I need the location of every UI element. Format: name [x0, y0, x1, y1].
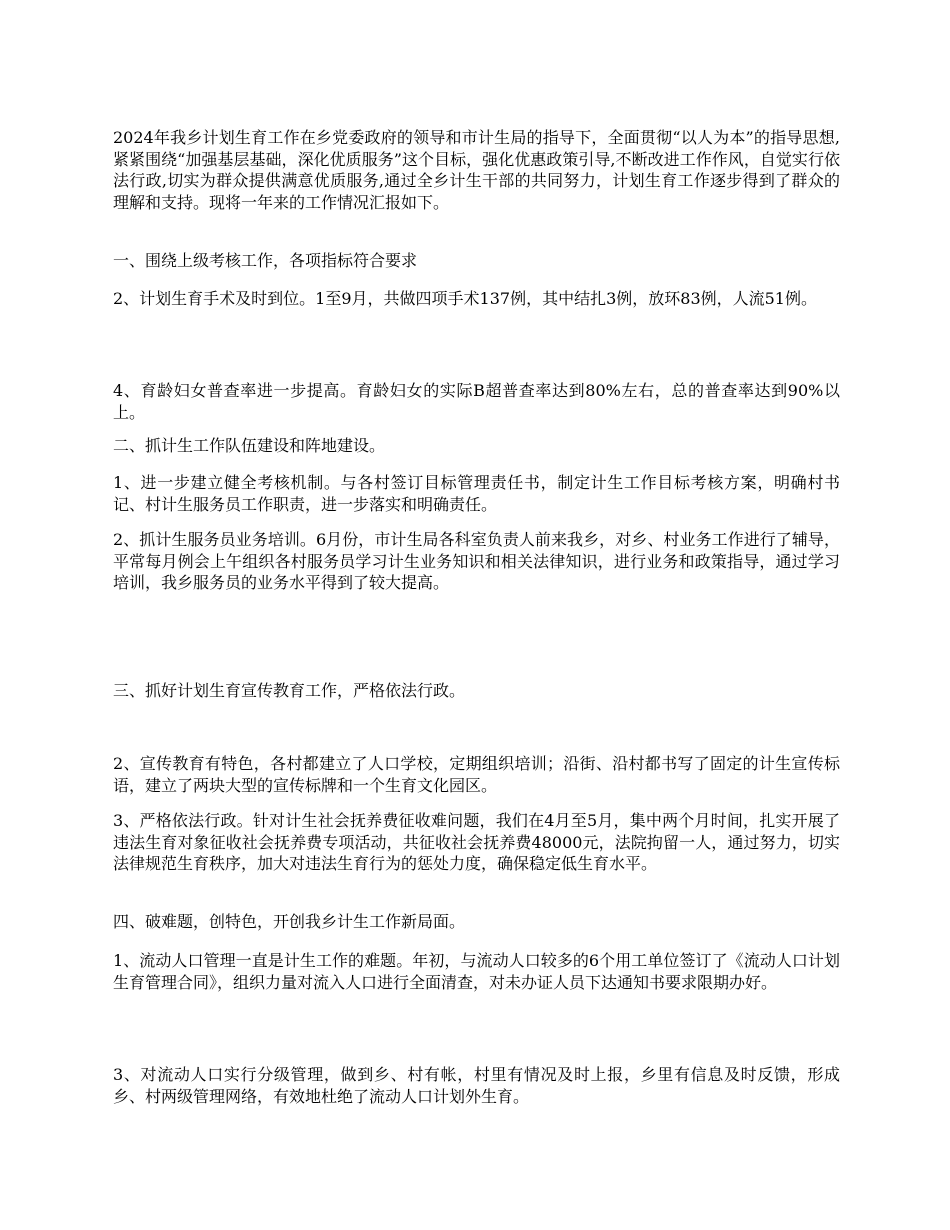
- section-heading-2: 二、抓计生工作队伍建设和阵地建设。: [113, 436, 386, 455]
- intro-paragraph: 2024年我乡计划生育工作在乡党委政府的领导和市计生局的指导下，全面贯彻“以人为本”的指导思想,紧紧围绕“加强基层基础，深化优质服务”这个目标，强化优惠政策引导,不断改进工作作风，自觉实行依法行政,切实为群众提供满意优质服务,通过全乡计生干部的共同努力，计划生育工作逐步得到了群众的理解和支持。现将一年来的工作情况汇报如下。: [113, 128, 840, 212]
- paragraph-floating-population: 1、流动人口管理一直是计生工作的难题。年初，与流动人口较多的6个用工单位签订了《流动人口计划生育管理合同》，组织力量对流入人口进行全面清查，对未办证人员下达通知书要求限期办好。: [113, 951, 840, 992]
- paragraph-tiered-management: 3、对流动人口实行分级管理，做到乡、村有帐，村里有情况及时上报，乡里有信息及时反馈，形成乡、村两级管理网络，有效地杜绝了流动人口计划外生育。: [113, 1065, 840, 1106]
- section-heading-4: 四、破难题，创特色，开创我乡计生工作新局面。: [113, 912, 466, 931]
- paragraph-publicity: 2、宣传教育有特色，各村都建立了人口学校，定期组织培训；沿街、沿村都书写了固定的计生宣传标语，建立了两块大型的宣传标牌和一个生育文化园区。: [113, 754, 840, 795]
- paragraph-law: 3、严格依法行政。针对计生社会抚养费征收难问题，我们在4月至5月，集中两个月时间，扎实开展了违法生育对象征收社会抚养费专项活动，共征收社会抚养费48000元，法院拘留一人，通过努力，切实法律规范生育秩序，加大对违法生育行为的惩处力度，确保稳定低生育水平。: [113, 811, 840, 873]
- section-heading-3: 三、抓好计划生育宣传教育工作，严格依法行政。: [113, 681, 466, 700]
- paragraph-surgery: 2、计划生育手术及时到位。1至9月，共做四项手术137例，其中结扎3例，放环83例，人流51例。: [113, 289, 817, 308]
- paragraph-training: 2、抓计生服务员业务培训。6月份，市计生局各科室负责人前来我乡，对乡、村业务工作进行了辅导，平常每月例会上午组织各村服务员学习计生业务知识和相关法律知识，进行业务和政策指导，通过学习培训，我乡服务员的业务水平得到了较大提高。: [113, 530, 840, 592]
- section-heading-1: 一、围绕上级考核工作，各项指标符合要求: [113, 251, 418, 270]
- paragraph-screening: 4、育龄妇女普查率进一步提高。育龄妇女的实际B超普查率达到80%左右，总的普查率达到90%以上。: [113, 381, 840, 422]
- paragraph-assessment: 1、进一步建立健全考核机制。与各村签订目标管理责任书，制定计生工作目标考核方案，明确村书记、村计生服务员工作职责，进一步落实和明确责任。: [113, 473, 840, 514]
